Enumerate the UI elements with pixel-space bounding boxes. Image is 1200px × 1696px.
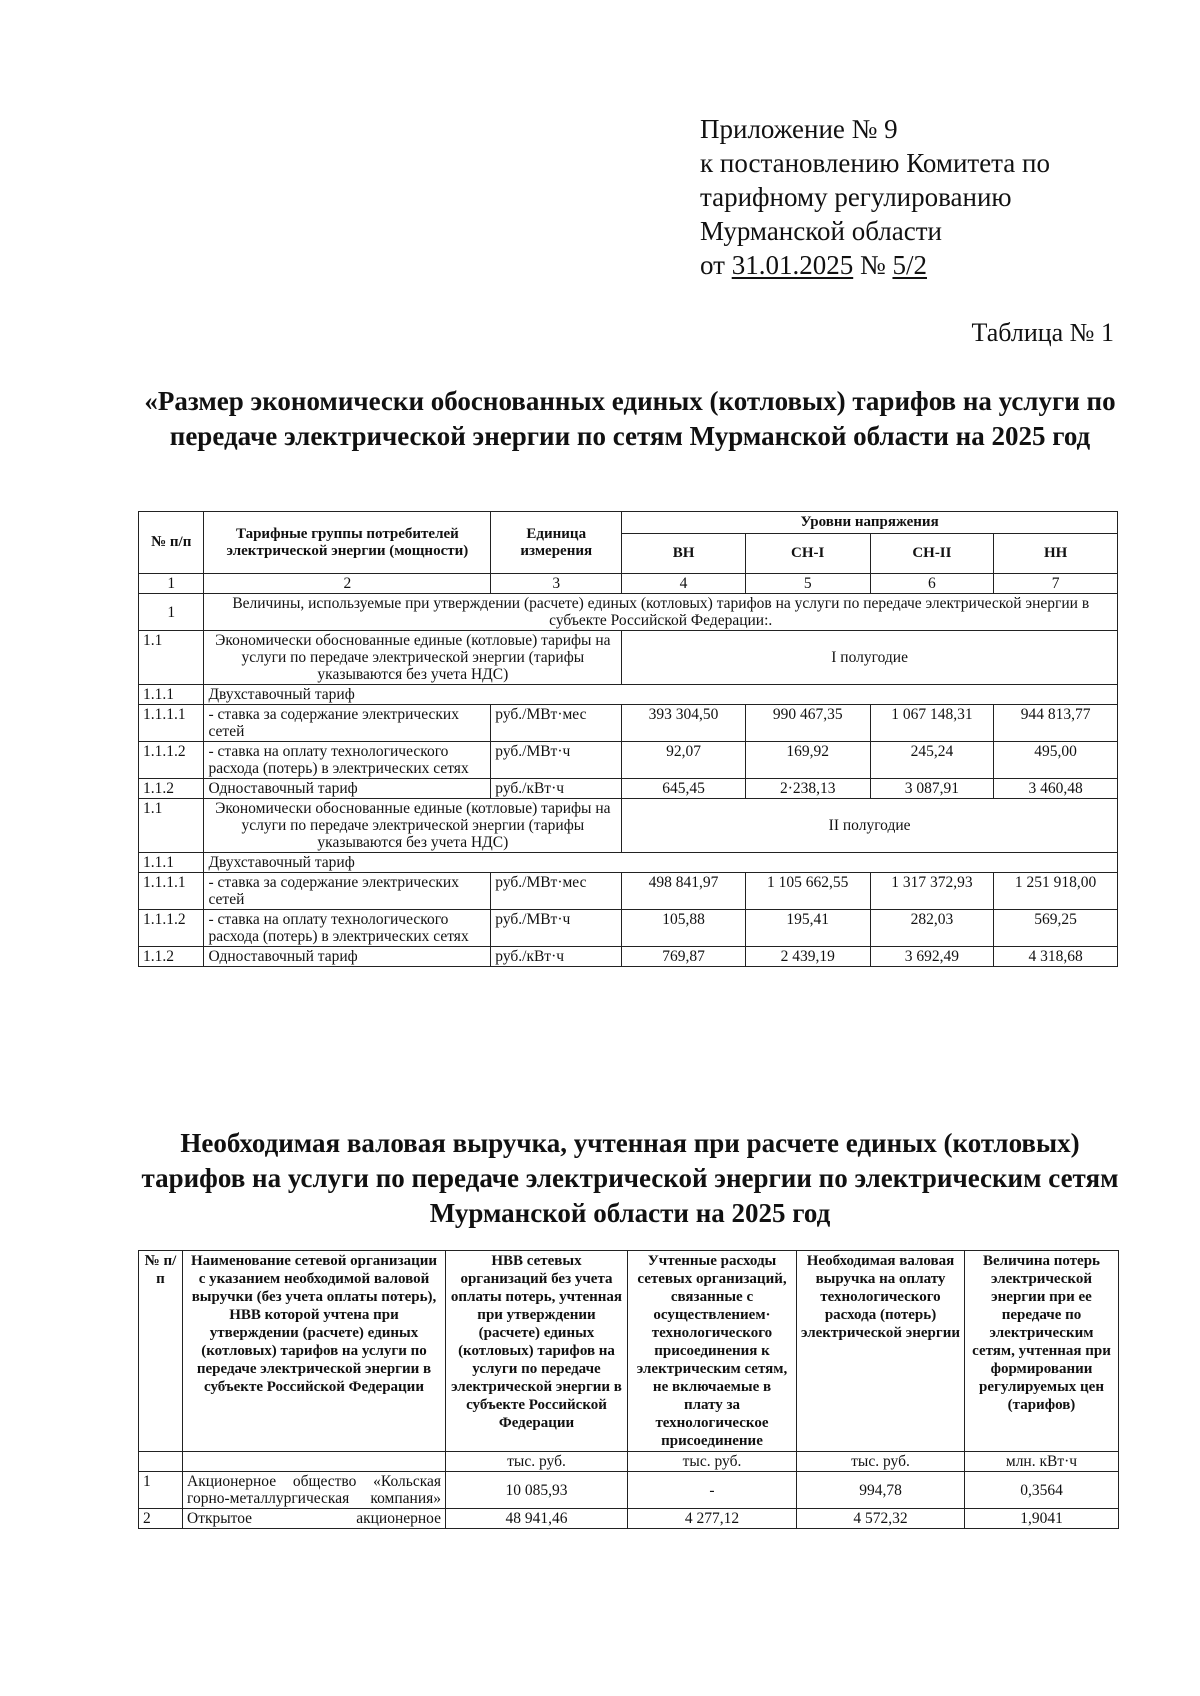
- table-row: [139, 685, 1118, 705]
- value-nn: 495,00: [994, 742, 1118, 779]
- header-nn: НН: [994, 534, 1118, 574]
- table-row: [139, 853, 1118, 873]
- units-row: [139, 1452, 1119, 1472]
- value-vn: 92,07: [622, 742, 746, 779]
- tariff-table: [138, 511, 1118, 967]
- row-num: 1.1.1.1: [139, 873, 204, 910]
- table-row: [139, 947, 1118, 967]
- value-tech: 4 277,12: [628, 1509, 797, 1529]
- appendix-block: [700, 112, 1050, 282]
- row-name: Двухставочный тариф: [204, 685, 1118, 705]
- table-row: [139, 779, 1118, 799]
- row-num: 1.1.1.1: [139, 705, 204, 742]
- row-unit: руб./кВт·ч: [491, 947, 622, 967]
- section-text: Величины, используемые при утверждении (расчете) единых (котловых) тарифов на услуги по передаче электрической энергии в субъекте Российской Федерации:.: [204, 594, 1118, 631]
- value-nn: 4 318,68: [994, 947, 1118, 967]
- header-num: № п/п: [139, 512, 204, 574]
- row-num: 1: [139, 594, 204, 631]
- column-number: 7: [994, 574, 1118, 594]
- column-number: 1: [139, 574, 204, 594]
- appendix-line: к постановлению Комитета по: [700, 148, 1050, 178]
- organization-name: Акционерное общество «Кольская горно-металлургическая компания»: [183, 1472, 446, 1509]
- table-number: Таблица № 1: [971, 318, 1114, 347]
- value-sn1: 990 467,35: [745, 705, 870, 742]
- value-losses: 0,3564: [965, 1472, 1119, 1509]
- column-number-row: [139, 574, 1118, 594]
- value-sn1: 169,92: [745, 742, 870, 779]
- value-vn: 645,45: [622, 779, 746, 799]
- value-tech: -: [628, 1472, 797, 1509]
- header-losses: Величина потерь электрической энергии при ее передаче по электрическим сетям, учтенная при формировании регулируемых цен (тарифов): [965, 1251, 1119, 1452]
- header-voltage-levels: Уровни напряжения: [622, 512, 1118, 534]
- value-sn1: 195,41: [745, 910, 870, 947]
- table-row: [139, 873, 1118, 910]
- row-unit: руб./МВт·ч: [491, 910, 622, 947]
- value-nn: 3 460,48: [994, 779, 1118, 799]
- table-row: [139, 705, 1118, 742]
- value-sn1: 2·238,13: [745, 779, 870, 799]
- header-unit: Единица измерения: [491, 512, 622, 574]
- row-name: Экономически обоснованные единые (котловые) тарифы на услуги по передаче электрической энергии (тарифы указываются без учета НДС): [204, 799, 622, 853]
- value-vn: 393 304,50: [622, 705, 746, 742]
- row-num: 1.1.1.2: [139, 742, 204, 779]
- value-sn2: 3 692,49: [870, 947, 994, 967]
- value-vn: 105,88: [622, 910, 746, 947]
- section-row: [139, 594, 1118, 631]
- header-vn: ВН: [622, 534, 746, 574]
- table-row: [139, 799, 1118, 853]
- header-tech-connection: Учтенные расходы сетевых организаций, связанные с осуществлением· технологического присоединения к электрическим сетям, не включаемые в плату за технологическое присоединение: [628, 1251, 797, 1452]
- row-name: Двухставочный тариф: [204, 853, 1118, 873]
- unit-label: тыс. руб.: [797, 1452, 965, 1472]
- row-num: 2: [139, 1509, 183, 1529]
- row-unit: руб./МВт·ч: [491, 742, 622, 779]
- row-unit: руб./МВт·мес: [491, 705, 622, 742]
- value-sn2: 1 067 148,31: [870, 705, 994, 742]
- header-needed-revenue: Необходимая валовая выручка на оплату технологического расхода (потерь) электрической энергии: [797, 1251, 965, 1452]
- period-label: I полугодие: [622, 631, 1118, 685]
- value-nn: 569,25: [994, 910, 1118, 947]
- tariff-title: «Размер экономически обоснованных единых (котловых) тарифов на услуги по передаче электрической энергии по сетям Мурманской области на 2025 год: [144, 386, 1116, 451]
- row-num: 1.1.2: [139, 947, 204, 967]
- value-sn1: 1 105 662,55: [745, 873, 870, 910]
- row-unit: руб./кВт·ч: [491, 779, 622, 799]
- resolution-date: 31.01.2025: [731, 250, 854, 280]
- value-sn2: 245,24: [870, 742, 994, 779]
- column-number: 2: [204, 574, 491, 594]
- row-name: Экономически обоснованные единые (котловые) тарифы на услуги по передаче электрической энергии (тарифы указываются без учета НДС): [204, 631, 622, 685]
- row-name: - ставка на оплату технологического расхода (потерь) в электрических сетях: [204, 742, 491, 779]
- row-num: 1.1: [139, 631, 204, 685]
- column-number: 4: [622, 574, 746, 594]
- header-num: № п/п: [139, 1251, 183, 1452]
- appendix-line: Мурманской области: [700, 216, 942, 246]
- value-nn: 1 251 918,00: [994, 873, 1118, 910]
- column-number: 5: [745, 574, 870, 594]
- value-vn: 498 841,97: [622, 873, 746, 910]
- column-number: 6: [870, 574, 994, 594]
- value-nvv: 10 085,93: [446, 1472, 628, 1509]
- header-sn2: СН-II: [870, 534, 994, 574]
- row-num: 1.1.1: [139, 685, 204, 705]
- row-unit: руб./МВт·мес: [491, 873, 622, 910]
- value-sn2: 282,03: [870, 910, 994, 947]
- column-number: 3: [491, 574, 622, 594]
- unit-label: тыс. руб.: [446, 1452, 628, 1472]
- header-sn1: СН-I: [745, 534, 870, 574]
- organization-name: Открытое акционерное: [183, 1509, 446, 1529]
- period-label: II полугодие: [622, 799, 1118, 853]
- table-row: [139, 1509, 1119, 1529]
- table-row: [139, 910, 1118, 947]
- row-name: - ставка за содержание электрических сетей: [204, 873, 491, 910]
- header-nvv: НВВ сетевых организаций без учета оплаты потерь, учтенная при утверждении (расчете) единых (котловых) тарифов на услуги по передаче электрической энергии в субъекте Российской Федерации: [446, 1251, 628, 1452]
- value-sn2: 3 087,91: [870, 779, 994, 799]
- appendix-date-line: от 31.01.2025 № 5/2: [700, 250, 927, 280]
- revenue-title: Необходимая валовая выручка, учтенная при расчете единых (котловых) тарифов на услуги по передаче электрической энергии по электрическим сетям Мурманской области на 2025 год: [141, 1128, 1119, 1228]
- revenue-table: [138, 1250, 1119, 1529]
- value-vn: 769,87: [622, 947, 746, 967]
- row-num: 1.1: [139, 799, 204, 853]
- row-num: 1.1.2: [139, 779, 204, 799]
- row-name: - ставка на оплату технологического расхода (потерь) в электрических сетях: [204, 910, 491, 947]
- header-organization: Наименование сетевой организации с указанием необходимой валовой выручки (без учета оплаты потерь), НВВ которой учтена при утверждении (расчете) единых (котловых) тарифов на услуги по передаче электрической энергии в субъекте Российской Федерации: [183, 1251, 446, 1452]
- header-groups: Тарифные группы потребителей электрической энергии (мощности): [204, 512, 491, 574]
- unit-label: тыс. руб.: [628, 1452, 797, 1472]
- row-name: Одноставочный тариф: [204, 947, 491, 967]
- table-row: [139, 742, 1118, 779]
- value-nvv: 48 941,46: [446, 1509, 628, 1529]
- row-name: Одноставочный тариф: [204, 779, 491, 799]
- table-row: [139, 1472, 1119, 1509]
- appendix-title: Приложение № 9: [700, 114, 898, 144]
- row-num: 1.1.1.2: [139, 910, 204, 947]
- appendix-line: тарифному регулированию: [700, 182, 1012, 212]
- table-row: [139, 631, 1118, 685]
- row-name: - ставка за содержание электрических сетей: [204, 705, 491, 742]
- value-needed: 4 572,32: [797, 1509, 965, 1529]
- value-sn1: 2 439,19: [745, 947, 870, 967]
- value-sn2: 1 317 372,93: [870, 873, 994, 910]
- value-nn: 944 813,77: [994, 705, 1118, 742]
- value-losses: 1,9041: [965, 1509, 1119, 1529]
- unit-label: млн. кВт·ч: [965, 1452, 1119, 1472]
- resolution-number: 5/2: [892, 250, 927, 280]
- row-num: 1.1.1: [139, 853, 204, 873]
- row-num: 1: [139, 1472, 183, 1509]
- value-needed: 994,78: [797, 1472, 965, 1509]
